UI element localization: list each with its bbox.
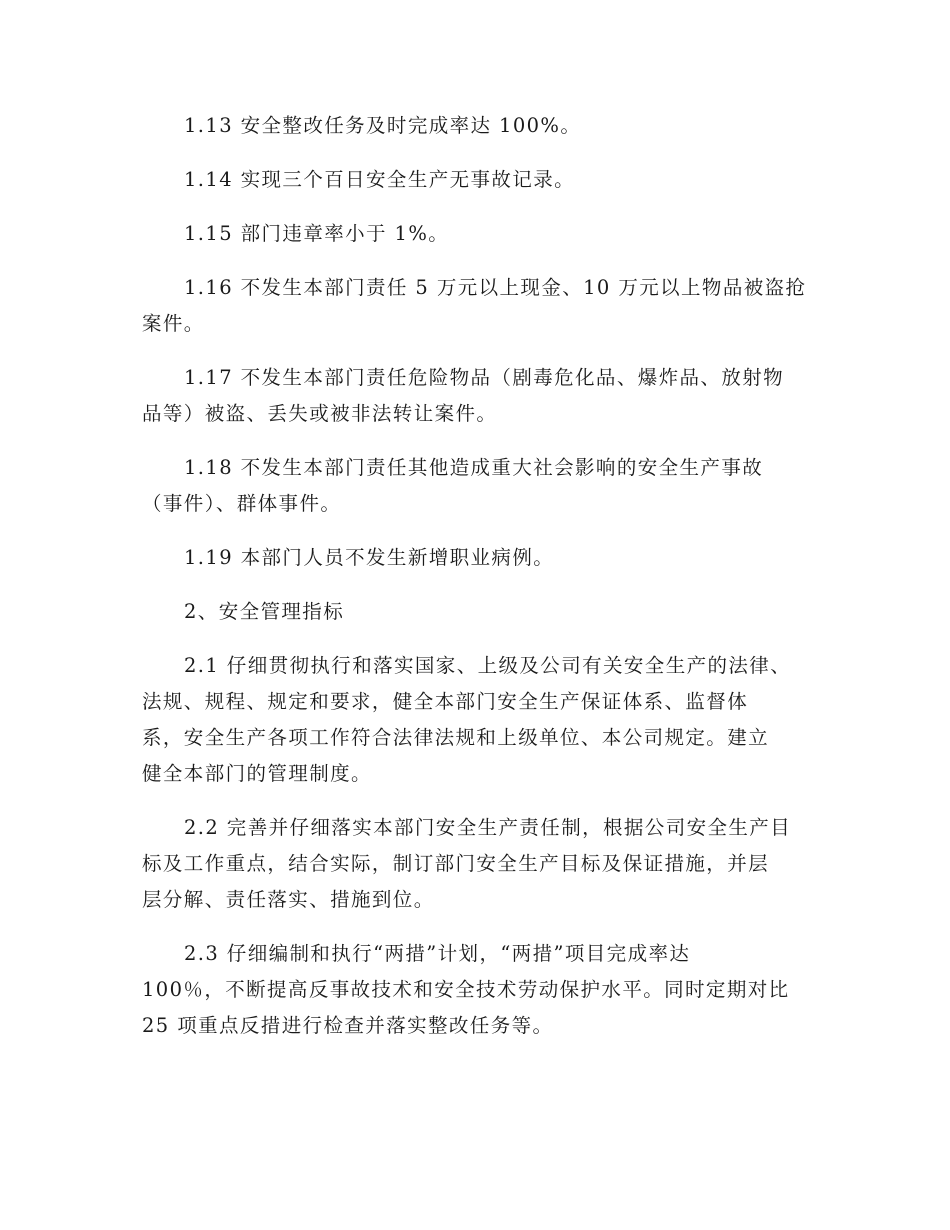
paragraph-line: 系，安全生产各项工作符合法律法规和上级单位、本公司规定。建立	[142, 726, 770, 749]
paragraph-line: 2.1 仔细贯彻执行和落实国家、上级及公司有关安全生产的法律、	[184, 654, 792, 677]
paragraph-1-13	[142, 108, 808, 144]
paragraph-line: 品等）被盗、丢失或被非法转让案件。	[142, 402, 498, 425]
paragraph-1-15	[142, 216, 808, 252]
section-heading-2	[142, 594, 808, 630]
paragraph-1-16	[142, 270, 808, 342]
section-heading: 2、安全管理指标	[184, 600, 345, 623]
paragraph-line: 案件。	[142, 312, 205, 335]
paragraph-1-18	[142, 450, 808, 522]
paragraph-line: 100％，不断提高反事故技术和安全技术劳动保护水平。同时定期对比	[142, 978, 790, 1001]
paragraph-2-3	[142, 936, 808, 1044]
paragraph-line: 1.16 不发生本部门责任 5 万元以上现金、10 万元以上物品被盗抢	[184, 276, 807, 299]
paragraph-1-19	[142, 540, 808, 576]
paragraph-2-1	[142, 648, 808, 792]
paragraph-line: 25 项重点反措进行检查并落实整改任务等。	[142, 1014, 554, 1037]
paragraph-line: 1.13 安全整改任务及时完成率达 100%。	[184, 114, 582, 137]
paragraph-line: 1.15 部门违章率小于 1%。	[184, 222, 450, 245]
paragraph-1-17	[142, 360, 808, 432]
paragraph-line: 法规、规程、规定和要求，健全本部门安全生产保证体系、监督体	[142, 690, 749, 713]
paragraph-line: （事件）、群体事件。	[142, 492, 342, 515]
paragraph-line: 标及工作重点，结合实际，制订部门安全生产目标及保证措施，并层	[142, 852, 770, 875]
paragraph-line: 层分解、责任落实、措施到位。	[142, 888, 435, 911]
paragraph-line: 1.19 本部门人员不发生新增职业病例。	[184, 546, 555, 569]
paragraph-line: 1.18 不发生本部门责任其他造成重大社会影响的安全生产事故	[184, 456, 764, 479]
paragraph-line: 健全本部门的管理制度。	[142, 762, 372, 785]
document-body	[142, 108, 808, 1062]
paragraph-line: 1.14 实现三个百日安全生产无事故记录。	[184, 168, 576, 191]
paragraph-line: 1.17 不发生本部门责任危险物品（剧毒危化品、爆炸品、放射物	[184, 366, 785, 389]
paragraph-2-2	[142, 810, 808, 918]
paragraph-line: 2.3 仔细编制和执行“两措”计划，“两措”项目完成率达	[184, 942, 691, 965]
paragraph-1-14	[142, 162, 808, 198]
paragraph-line: 2.2 完善并仔细落实本部门安全生产责任制，根据公司安全生产目	[184, 816, 792, 839]
